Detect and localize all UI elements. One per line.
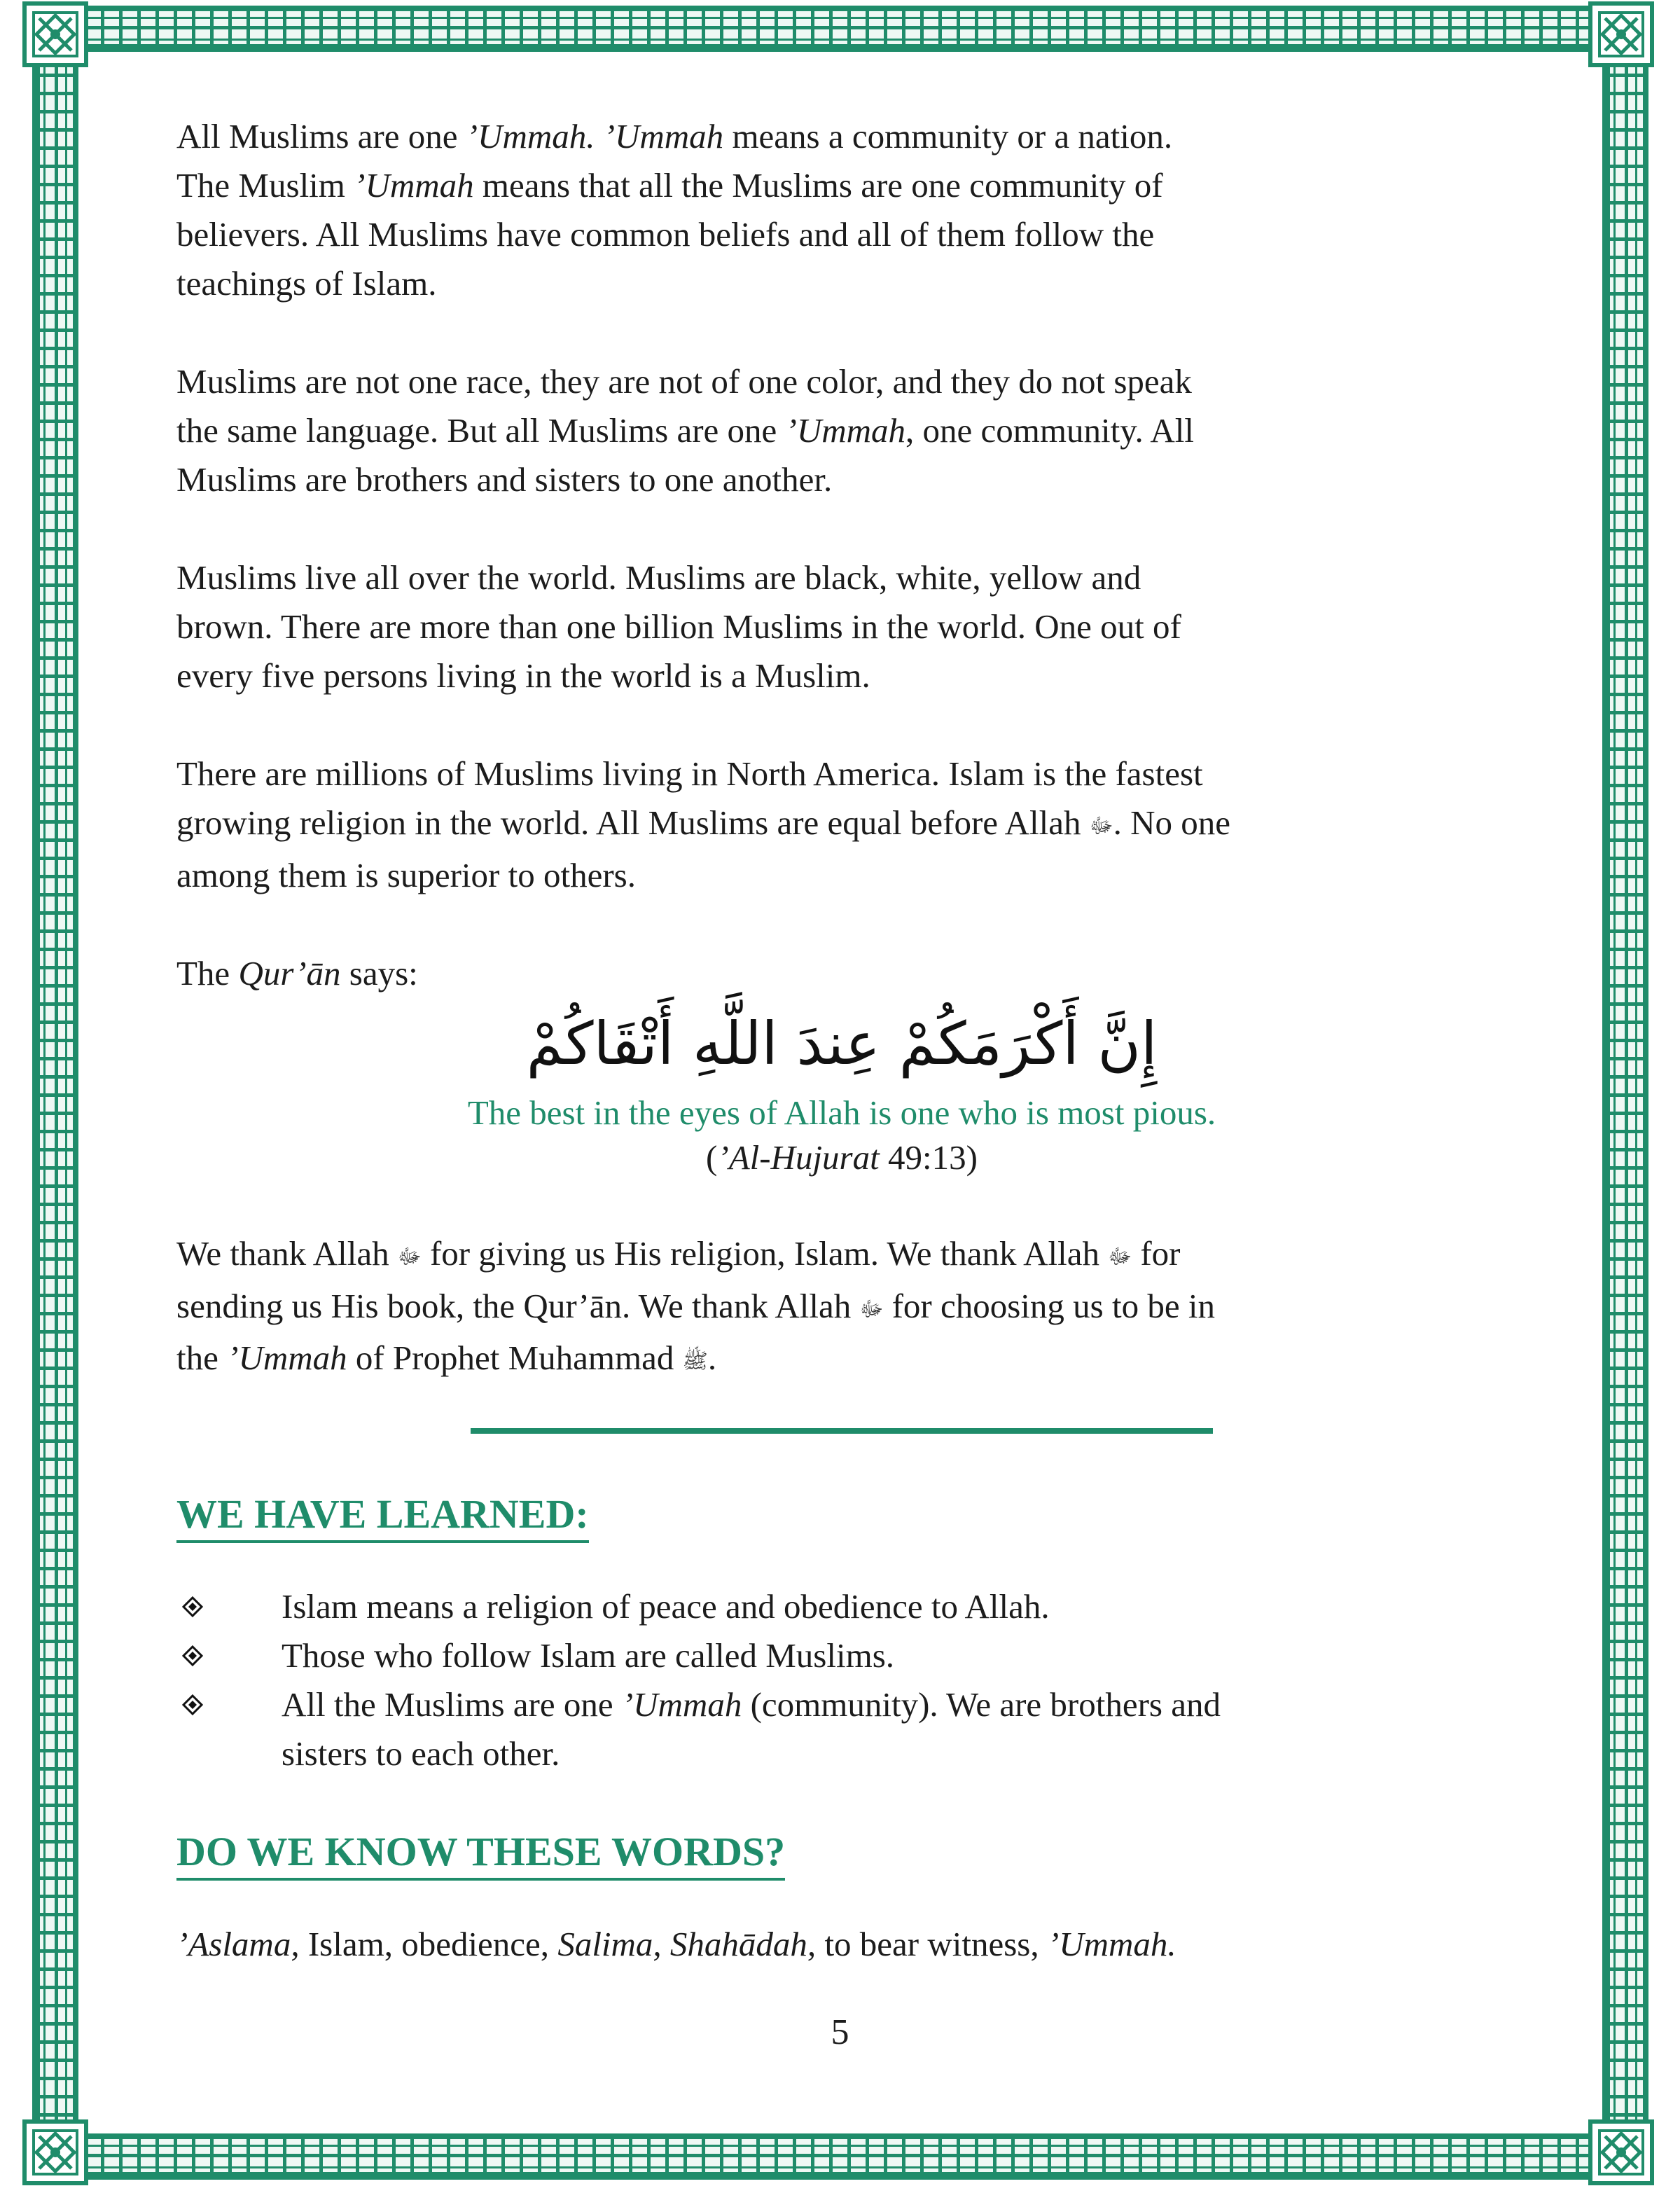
italic-term: ’Ummah (227, 1338, 347, 1378)
list-item (176, 1680, 1507, 1778)
text-run: . (707, 1338, 717, 1378)
diamond-bullet-icon (182, 1645, 203, 1666)
allah-honorific-icon: ﷻ (1089, 813, 1113, 838)
text-run: , one community. All Muslims are brothers and sisters to one another. (176, 411, 1194, 499)
text-run: for giving us His religion, Islam. We thank Allah (421, 1233, 1109, 1273)
text-run: Islam, obedience, (299, 1925, 558, 1963)
border-top (42, 6, 1639, 52)
text-run: Muslims are not one race, they are not of one color, and they do not speak the same language. But all Muslims are one (176, 362, 1192, 450)
paragraph-one-community (176, 357, 1507, 504)
text-run: to bear witness, (816, 1925, 1048, 1963)
text-run: 49:13) (879, 1137, 978, 1177)
list-item-text: Islam means a religion of peace and obedience to Allah. (282, 1587, 1050, 1626)
text-run: means that all the Muslims are one community of believers. All Muslims have common beliefs and all of them follow the teachings of Islam. (176, 166, 1163, 303)
italic-term: Salima, Shahādah, (557, 1925, 817, 1963)
italic-term: ’Ummah (785, 411, 906, 450)
paragraph-world-muslims: Muslims live all over the world. Muslims are black, white, yellow and brown. There are more than one billion Muslims in the world. One out of every five persons living in the world is a Muslim. (176, 558, 1181, 695)
prophet-honorific-icon: ﷺ (682, 1349, 708, 1374)
list-item-text: All the Muslims are one (282, 1685, 622, 1724)
corner-ornament-icon (1588, 2119, 1654, 2185)
allah-honorific-icon: ﷻ (859, 1296, 884, 1322)
list-item (176, 1582, 1507, 1631)
text-run: There are millions of Muslims living in North America. Islam is the fastest growing religion in the world. All Muslims are equal before Allah (176, 754, 1203, 842)
corner-ornament-icon (22, 2119, 88, 2185)
text-run: The (176, 953, 239, 992)
diamond-bullet-icon (182, 1694, 203, 1715)
italic-term: ’Al-Hujurat (717, 1137, 880, 1177)
corner-ornament-icon (22, 1, 88, 67)
italic-term: ’Ummah. ’Ummah (466, 117, 724, 155)
corner-ornament-icon (1588, 1, 1654, 67)
border-right (1602, 28, 1648, 2157)
italic-term: ’Aslama, (176, 1925, 300, 1963)
italic-term: ’Ummah (621, 1685, 742, 1724)
border-bottom (42, 2133, 1639, 2180)
verse-reference (176, 1135, 1507, 1180)
text-run: We thank Allah (176, 1233, 398, 1273)
text-run: means a community or a nation. The Muslim (176, 117, 1173, 205)
italic-term: ’Ummah (354, 166, 474, 205)
list-item-text: (community). We are brothers and sisters to each other. (282, 1685, 1221, 1773)
verse-translation: The best in the eyes of Allah is one who is most pious. (467, 1093, 1216, 1132)
text-run: of Prophet Muhammad (347, 1338, 683, 1378)
paragraph-ummah-definition (176, 112, 1507, 308)
diamond-bullet-icon (182, 1596, 203, 1617)
paragraph-north-america (176, 749, 1507, 900)
heading-we-have-learned: WE HAVE LEARNED: (176, 1490, 589, 1543)
vocabulary-words (176, 1920, 1507, 1969)
section-divider (471, 1428, 1213, 1434)
list-item-text: Those who follow Islam are called Muslims. (282, 1636, 895, 1675)
learned-list (176, 1582, 1507, 1778)
list-item (176, 1631, 1507, 1680)
paragraph-quran-says (176, 949, 1507, 998)
verse-arabic: إِنَّ أَكْرَمَكُمْ عِندَ اللَّهِ أَتْقَاكُمْ (526, 1009, 1158, 1078)
text-run: for choosing us to be in the (176, 1286, 1215, 1378)
text-run: . No one among them is superior to others. (176, 803, 1230, 894)
italic-term: ’Ummah. (1047, 1925, 1176, 1963)
text-run: says: (340, 953, 418, 992)
text-run: for sending us His book, the Qur’ān. We thank Allah (176, 1233, 1181, 1325)
italic-term: Qur’ān (238, 953, 341, 992)
text-run: ( (706, 1137, 718, 1177)
text-run: All Muslims are one (176, 117, 466, 155)
paragraph-thanks (176, 1229, 1507, 1386)
allah-honorific-icon: ﷻ (1108, 1244, 1132, 1269)
border-left (32, 28, 78, 2157)
page-number: 5 (831, 2012, 849, 2052)
allah-honorific-icon: ﷻ (397, 1244, 422, 1269)
page-content (176, 112, 1507, 1969)
heading-vocabulary: DO WE KNOW THESE WORDS? (176, 1827, 785, 1881)
